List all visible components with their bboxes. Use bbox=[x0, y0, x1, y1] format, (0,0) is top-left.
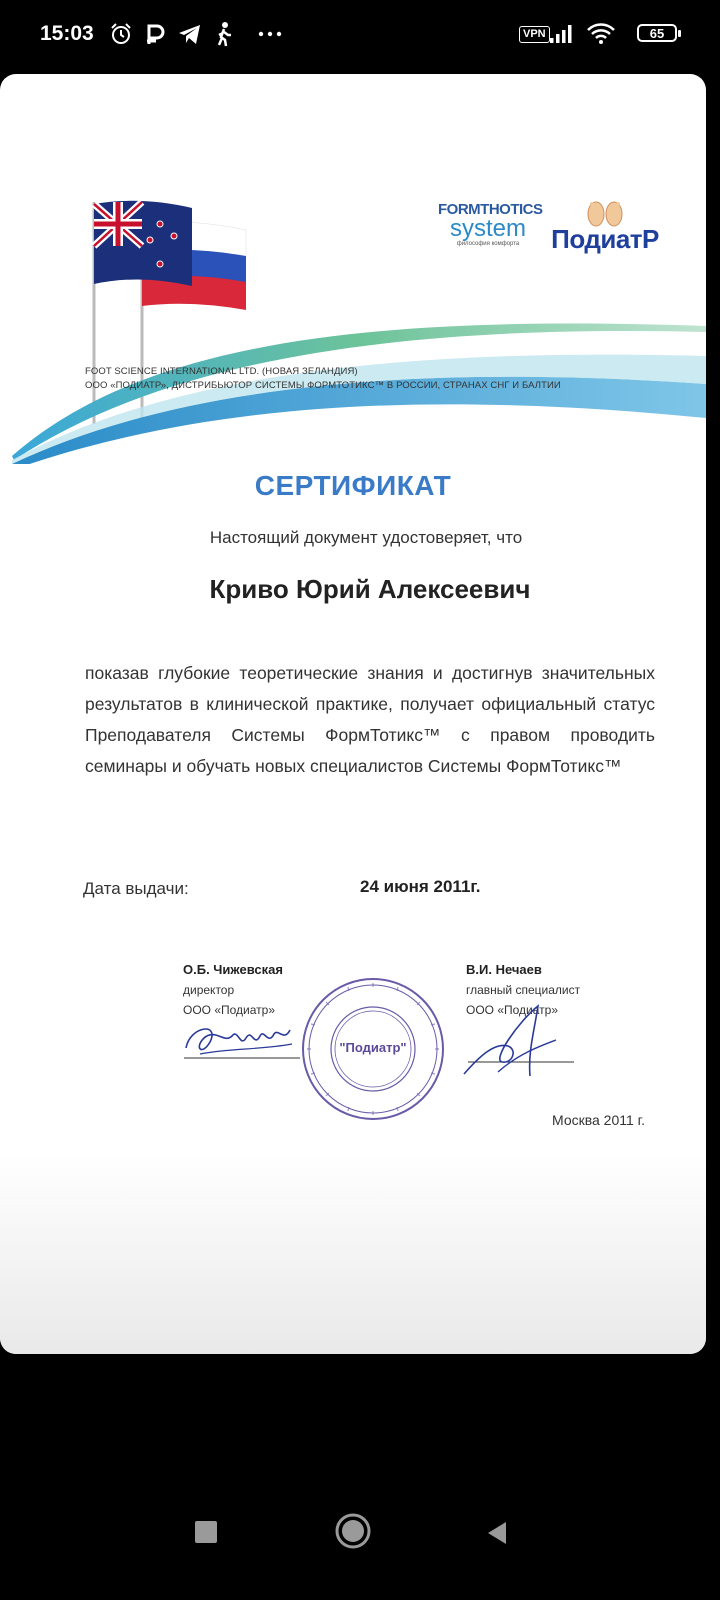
signer-2-name: В.И. Нечаев bbox=[466, 962, 542, 977]
wifi-icon bbox=[586, 20, 616, 48]
signer-1-position: директор bbox=[183, 983, 235, 997]
recents-button[interactable] bbox=[194, 1520, 218, 1544]
formthotics-logo-top: FORMTHOTICS bbox=[438, 201, 543, 218]
new-zealand-flag-icon bbox=[94, 201, 192, 286]
status-time: 15:03 bbox=[40, 22, 94, 45]
p-app-icon bbox=[144, 20, 166, 48]
signer-1-signature bbox=[180, 1018, 310, 1068]
back-button[interactable] bbox=[484, 1520, 510, 1546]
issue-date-value: 24 июня 2011г. bbox=[360, 877, 481, 896]
formthotics-logo-middle: system bbox=[449, 215, 526, 242]
signer-2-company: ООО «Подиатр» bbox=[466, 1003, 559, 1017]
header-line-1: FOOT SCIENCE INTERNATIONAL LTD. (НОВАЯ ЗЕЛАНДИЯ) bbox=[85, 366, 358, 377]
certificate-body: показав глубокие теоретические знания и достигнув значительных результатов в клинической практике, получает официальный статус Преподавателя Системы ФормТотикс™ с правом проводить семинары и обучать новых специалистов Системы ФормТотикс™ bbox=[85, 663, 655, 776]
certificate-document bbox=[0, 74, 706, 1354]
certificate-title: СЕРТИФИКАТ bbox=[254, 470, 452, 501]
home-button[interactable] bbox=[334, 1512, 372, 1550]
certificate-subtitle: Настоящий документ удостоверяет, что bbox=[209, 528, 523, 547]
header-line-2: ООО «ПОДИАТР», ДИСТРИБЬЮТОР СИСТЕМЫ ФОРМТОТИКС™ В РОССИИ, СТРАНАХ СНГ И БАЛТИИ bbox=[85, 380, 561, 391]
formthotics-logo-bottom: философия комфорта bbox=[456, 241, 520, 247]
signer-2-position: главный специалист bbox=[466, 983, 581, 997]
recipient-name: Криво Юрий Алексеевич bbox=[209, 574, 531, 604]
signal-icon bbox=[548, 20, 576, 48]
signer-1-company: ООО «Подиатр» bbox=[183, 1003, 276, 1017]
podiatr-logo-text: ПодиатР bbox=[551, 224, 659, 254]
signer-1-block bbox=[183, 960, 283, 1020]
signer-1-name: О.Б. Чижевская bbox=[183, 962, 283, 977]
city-year: Москва 2011 г. bbox=[552, 1112, 645, 1128]
podiatr-logo bbox=[546, 200, 664, 258]
issue-date-label: Дата выдачи: bbox=[83, 879, 189, 898]
status-bar bbox=[0, 0, 720, 72]
telegram-icon bbox=[176, 20, 204, 48]
document-bottom-shade bbox=[0, 1154, 706, 1354]
vpn-badge: VPN bbox=[519, 26, 550, 43]
battery-icon: 65 bbox=[637, 24, 677, 42]
signer-2-signature bbox=[458, 1002, 578, 1082]
formthotics-logo bbox=[438, 201, 543, 258]
alarm-icon bbox=[108, 20, 134, 48]
stamp-center-text: "Подиатр" bbox=[339, 1040, 407, 1055]
more-icon bbox=[256, 20, 286, 48]
navigation-bar bbox=[0, 1480, 720, 1600]
walking-icon bbox=[212, 20, 236, 48]
